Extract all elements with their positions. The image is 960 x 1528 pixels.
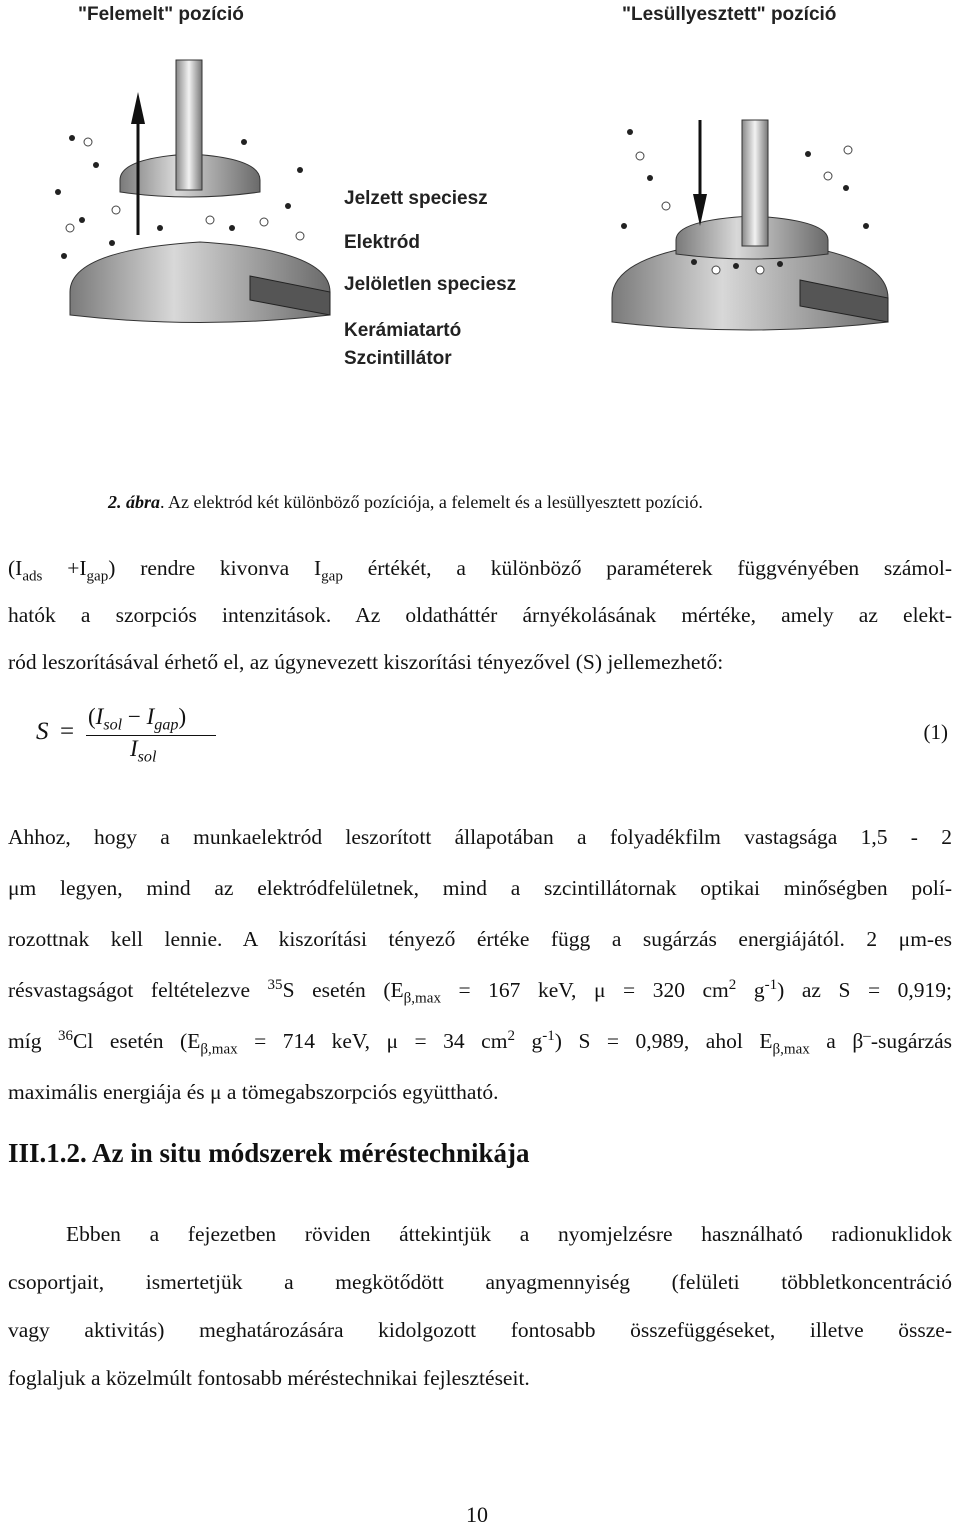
eq-number: (1) [923,720,948,744]
p2-line-4: résvastagságot feltételezve $^{35}$S esetén ($E_{\beta,max} = 167$ keV, μ = 320 $cm^2$ $g^{-1}$) az S = 0,919; [8,976,952,1007]
raised-electrode [55,60,330,323]
caption-text: . Az elektród két különböző pozíciója, a felemelt és a lesüllyesztett pozíció. [160,492,703,512]
p2-line-3: rozottnak kell lennie. A kiszorítási tényező értéke függ a sugárzás energiájától. 2 μm-es [8,927,952,951]
eq-lhs: S [36,718,49,745]
paragraph-3 [8,1210,952,1402]
p3-line-2: csoportjait, ismertetjük a megkötődött anyagmennyiség (felületi többletkoncentráció [8,1270,952,1294]
legend-unlabeled-species: Jelöletlen speciesz [344,274,517,295]
legend-electrode: Elektród [344,232,421,253]
legend-scintillator: Szcintillátor [344,348,452,369]
equation-1 [10,704,950,794]
p3-line-4: foglaljuk a közelmúlt fontosabb méréstechnikai fejlesztéseit. [8,1366,530,1390]
p1-line-3: ród leszorításával érhető el, az úgynevezett kiszorítási tényezővel (S) jellemezhető: [8,650,724,674]
p3-line-3: vagy aktivitás) meghatározására kidolgozott fontosabb összefüggéseket, illetve össze- [8,1318,952,1342]
electrode-illustration [0,30,960,450]
legend-ceramic-holder: Kerámiatartó [344,320,462,341]
figure-caption [108,492,703,513]
p2-line-6: maximális energiája és μ a tömegabszorpciós együttható. [8,1080,499,1104]
lowered-electrode [612,120,888,330]
eq-numerator: $(I_{sol} - I_{gap})$ [88,704,187,734]
eq-equals: = [60,718,75,745]
paragraph-2 [8,812,952,1118]
p2-line-5: míg $^{36}$Cl esetén ($E_{\beta,max} = 714$ keV, μ = 34 $cm^2$ $g^{-1}$) S = 0,989, ahol $E_{\beta,max}$ a β–-sugárzás [8,1027,952,1058]
p2-line-1: Ahhoz, hogy a munkaelektród leszorított állapotában a folyadékfilm vastagsága 1,5 - 2 [8,825,952,849]
figure-right-title: "Lesüllyesztett" pozíció [622,4,837,25]
figure-left-title: "Felemelt" pozíció [78,4,244,25]
caption-number: 2. ábra [108,492,161,512]
paragraph-1 [8,545,952,686]
section-heading: III.1.2. Az in situ módszerek méréstechnikája [8,1138,530,1168]
legend-labeled-species: Jelzett speciesz [344,188,488,209]
page-number: 10 [466,1502,488,1527]
p1-line-2: hatók a szorpciós intenzitások. Az oldatháttér árnyékolásának mértéke, amely az elekt- [8,603,952,627]
eq-denominator: $I_{sol}$ [130,736,157,766]
p1-line-1: $(I_{ads} +I_{gap})$ rendre kivonva $I_{gap}$ értékét, a különböző paraméterek függvényében számol- [8,556,952,585]
p3-line-1: Ebben a fejezetben röviden áttekintjük a nyomjelzésre használható radionuklidok [66,1222,952,1246]
p2-line-2: μm legyen, mind az elektródfelületnek, mind a szcintillátornak optikai minőségben polí- [8,876,952,900]
